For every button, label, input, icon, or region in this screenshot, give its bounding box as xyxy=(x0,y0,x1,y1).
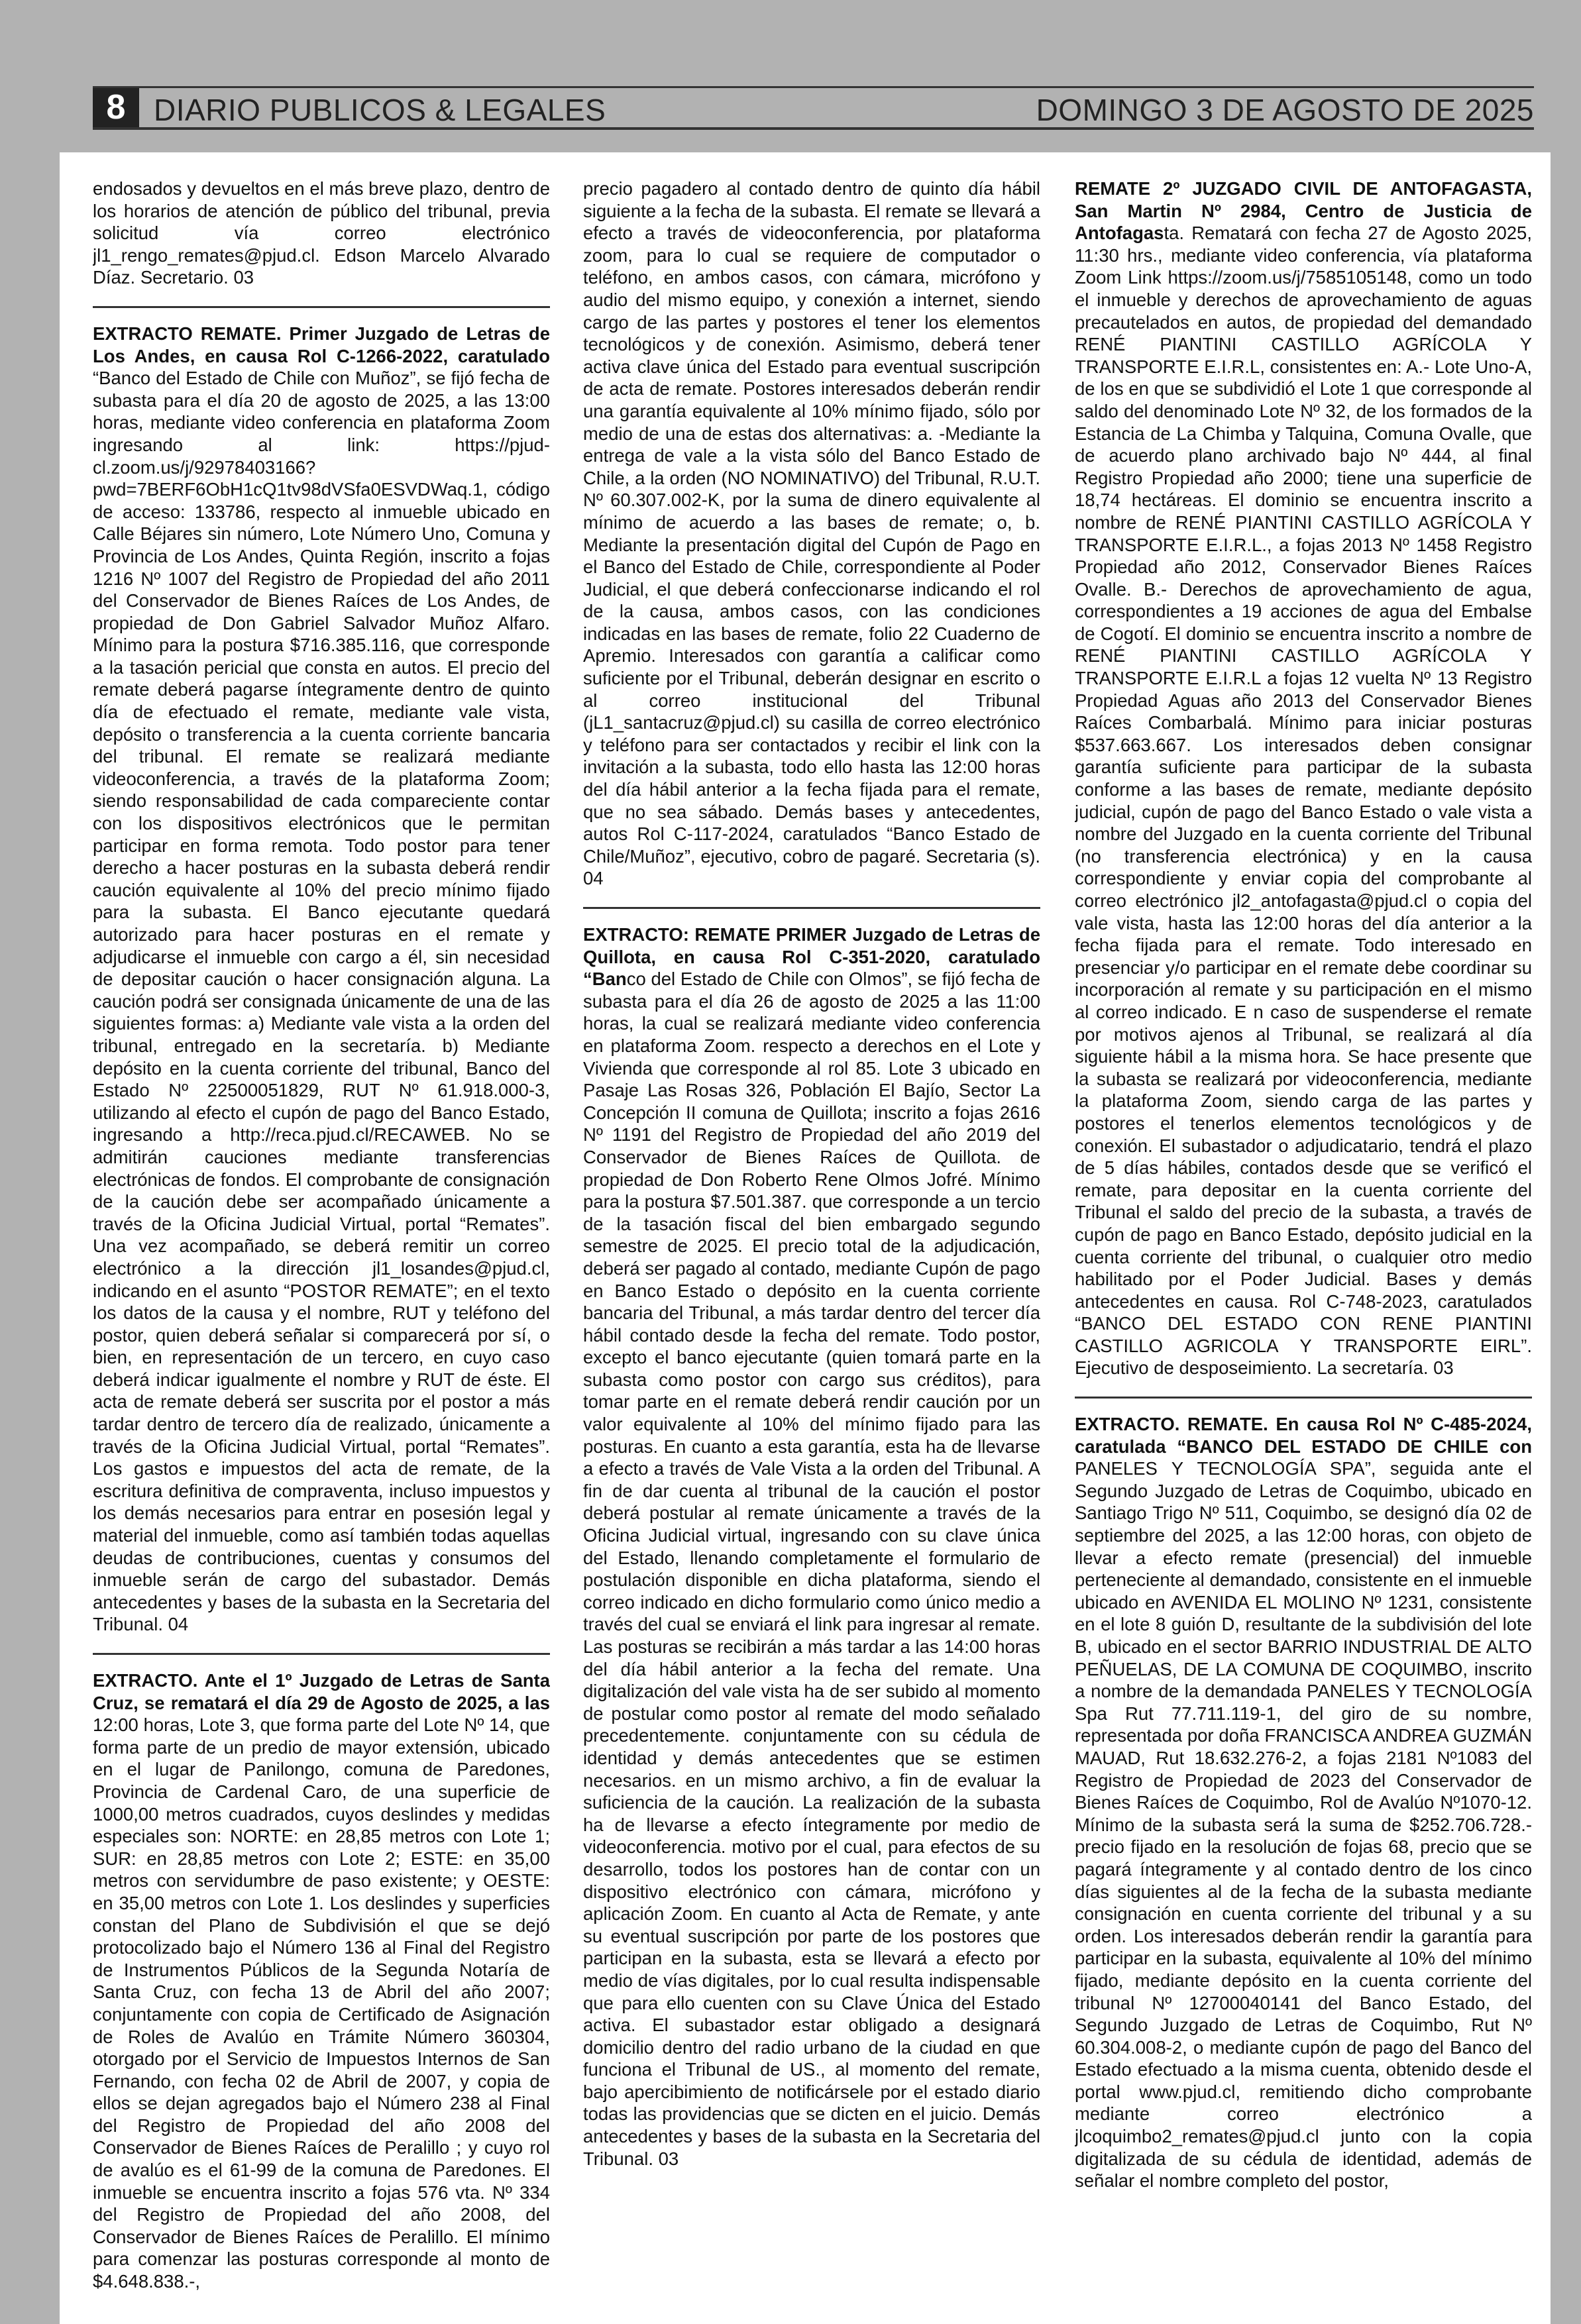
notice-separator xyxy=(583,907,1040,909)
notice-quillota xyxy=(583,924,1040,2170)
notice-separator xyxy=(1075,1397,1532,1399)
notice-continuation xyxy=(93,178,550,289)
notice-text xyxy=(1075,178,1532,1379)
notice-text xyxy=(583,924,1040,2170)
publication-title: DIARIO PUBLICOS & LEGALES xyxy=(154,93,606,127)
notice-lead: REMATE 2º JUZGADO CIVIL DE ANTOFAGASTA, San Martin Nº 2984, Centro de Justicia de Antofagas xyxy=(1075,178,1532,244)
notice-body: endosados y devueltos en el más breve plazo, dentro de los horarios de atención de público del tribunal, previa solicitud vía correo electrónico jl1_rengo_remates@pjud.cl. Edson Marcelo Alvarado Díaz. Secretario. 03 xyxy=(93,178,550,288)
notice-body: ta. Rematará con fecha 27 de Agosto 2025, 11:30 hrs., mediante video conferencia, vía plataforma Zoom Link https://zoom.us/j/7585105148, como un todo el inmueble y derechos de aprovechamiento de aguas precautelados en autos, de propiedad del demandado RENÉ PIANTINI CASTILLO AGRÍCOLA Y TRANSPORTE E.I.R.L, consistentes en: A.- Lote Uno-A, de los en que se subdividió el Lote 1 que corresponde al saldo del denominado Lote Nº 32, de los formados de la Estancia de La Chimba y Talquina, Comuna Ovalle, que de acuerdo plano archivado bajo Nº 444, al final Registro Propiedad año 2000; tiene una superficie de 18,74 hectáreas. El dominio se encuentra inscrito a nombre de RENÉ PIANTINI CASTILLO AGRÍCOLA Y TRANSPORTE E.I.R.L., a fojas 2013 Nº 1458 Registro Propiedad año 2012, Conservador Bienes Raíces Ovalle. B.- Derechos de aprovechamiento de agua, correspondientes a 19 acciones de agua del Embalse de Cogotí. El dominio se encuentra inscrito a nombre de RENÉ PIANTINI CASTILLO AGRÍCOLA Y TRANSPORTE E.I.R.L a fojas 12 vuelta Nº 13 Registro Propiedad Aguas año 2013 del Conservador Bienes Raíces Combarbalá. Mínimo para iniciar posturas $537.663.667. Los interesados deben consignar garantía suficiente para participar de la subasta conforme a las bases de remate, mediante depósito judicial, cupón de pago del Banco Estado o vale vista a nombre del Juzgado en la cuenta corriente del Tribunal (no transferencia electrónica) y en la causa correspondiente y enviar copia del comprobante al correo electrónico jl2_antofagasta@pjud.cl o copia del vale vista, hasta las 12:00 horas del día anterior a la fecha fijada para el remate. Todo interesado en presenciar y/o participar en el remate debe coordinar su incorporación al remate y su participación en el mismo al correo indicado. E n caso de suspenderse el remate por motivos ajenos al Tribunal, se realizará al día siguiente hábil a la misma hora. Se hace presente que la subasta se realizará por videoconferencia, mediante la plataforma Zoom, siendo carga de las partes y postores el tenerlos elementos tecnológicos y de conexión. El subastador o adjudicatario, tendrá el plazo de 5 días hábiles, contados desde que se verificó el remate, para depositar en la cuenta corriente del Tribunal el saldo del precio de la subasta, a través de cupón de pago en Banco Estado, depósito judicial en la cuenta corriente del tribunal, o cualquier otro medio habilitado por el Poder Judicial. Bases y demás antecedentes en causa. Rol C-748-2023, caratulados “BANCO DEL ESTADO CON RENE PIANTINI CASTILLO AGRICOLA Y TRANSPORTE EIRL”. Ejecutivo de desposeimiento. La secretaría. 03 xyxy=(1075,223,1532,1379)
notice-continuation xyxy=(583,178,1040,890)
column-3 xyxy=(1075,178,1532,2311)
notice-separator xyxy=(93,1653,550,1655)
notice-body: co del Estado de Chile con Olmos”, se fijó fecha de subasta para el día 26 de agosto de 2025 a las 11:00 horas, la cual se realizará mediante video conferencia en plataforma Zoom. respecto a derechos en el Lote y Vivienda que corresponde al rol 85. Lote 3 ubicado en Pasaje Las Rosas 326, Población El Bajío, Sector La Concepción II comuna de Quillota; inscrito a fojas 2616 Nº 1191 del Registro de Propiedad del año 2019 del Conservador de Bienes Raíces de Quillota. de propiedad de Don Roberto Rene Olmos Jofré. Mínimo para la postura $7.501.387. que corresponde a un tercio de la tasación fiscal del bien embargado segundo semestre de 2025. El precio total de la adjudicación, deberá ser pagado al contado, mediante Cupón de pago en Banco Estado o depósito en la cuenta corriente bancaria del Tribunal, a más tardar dentro del tercer día hábil contado desde la fecha del remate. Todo postor, excepto el banco ejecutante (quien tomará parte en la subasta como postor con cargo sus créditos), para tomar parte en el remate deberá rendir caución por un valor equivalente al 10% del mínimo fijado para las posturas. En cuanto a esta garantía, esta ha de llevarse a efecto a través de Vale Vista a la orden del Tribunal. A fin de dar cuenta al tribunal de la caución el postor deberá postular al remate únicamente a través de la Oficina Judicial virtual, ingresando con su clave única del Estado, llenando completamente el formulario de postulación disponible en dicha plataforma, siendo el correo indicado en dicho formulario como único medio a través del cual se enviará el link para ingresar al remate. Las posturas se recibirán a más tardar a las 14:00 horas del día hábil anterior a la fecha del remate. Una digitalización del vale vista ha de ser subido al momento de postular como postor al remate del modo señalado precedentemente. conjuntamente con su cédula de identidad y demás antecedentes que se estimen necesarios. en un mismo archivo, a fin de evaluar la suficiencia de la caución. La realización de la subasta ha de llevarse a efecto íntegramente por medio de videoconferencia. motivo por el cual, para efectos de su desarrollo, todos los postores han de contar con un dispositivo electrónico con cámara, micrófono y aplicación Zoom. En cuanto al Acta de Remate, y ante su eventual suscripción por parte de los postores que participan en la subasta, esta se llevará a efecto por medio de vías digitales, por lo cual resulta indispensable que para ello cuenten con su Clave Única del Estado activa. El subastador estar obligado a designará domicilio dentro del radio urbano de la ciudad en que funciona el Tribunal de US., al momento del remate, bajo apercibimiento de notificársele por el estado diario todas las providencias que se dicten en el juicio. Demás antecedentes y bases de la subasta en la Secretaria del Tribunal. 03 xyxy=(583,969,1040,2169)
notice-text xyxy=(583,178,1040,890)
notice-coquimbo xyxy=(1075,1413,1532,2192)
notice-santa-cruz xyxy=(93,1669,550,2293)
notice-los-andes xyxy=(93,323,550,1636)
publication-date: DOMINGO 3 DE AGOSTO DE 2025 xyxy=(1036,93,1534,127)
header-rule-top xyxy=(93,86,1534,88)
notice-body: “Banco del Estado de Chile con Muñoz”, se fijó fecha de subasta para el día 20 de agosto de 2025, a las 13:00 horas, mediante video conferencia en plataforma Zoom ingresando al link: https://pjud-cl.zoom.us/j/92978403166?pwd=7BERF6ObH1cQ1tv98dVSfa0ESVDWaq.1, código de acceso: 133786, respecto al inmueble ubicado en Calle Béjares sin número, Lote Número Uno, Comuna y Provincia de Los Andes, Quinta Región, inscrito a fojas 1216 Nº 1007 del Registro de Propiedad del año 2011 del Conservador de Bienes Raíces de Los Andes, de propiedad de Don Gabriel Salvador Muñoz Alfaro. Mínimo para la postura $716.385.116, que corresponde a la tasación pericial que consta en autos. El precio del remate deberá pagarse íntegramente dentro de quinto día de efectuado el remate, mediante vale vista, depósito o transferencia a la cuenta corriente bancaria del tribunal. El remate se realizará mediante videoconferencia, a través de la plataforma Zoom; siendo responsabilidad de cada compareciente contar con los dispositivos electrónicos que le permitan participar en forma remota. Todo postor para tener derecho a hacer posturas en la subasta deberá rendir caución equivalente al 10% del precio mínimo fijado para la subasta. El Banco ejecutante quedará autorizado para hacer posturas en el remate y adjudicarse el inmueble con cargo a él, sin necesidad de depositar caución o hacer consignación alguna. La caución podrá ser consignada únicamente de una de las siguientes formas: a) Mediante vale vista a la orden del tribunal, entregado en la secretaría. b) Mediante depósito en la cuenta corriente del tribunal, Banco del Estado Nº 22500051829, RUT Nº 61.918.000-3, utilizando al efecto el cupón de pago del Banco Estado, ingresando a http://reca.pjud.cl/RECAWEB. No se admitirán cauciones mediante transferencias electrónicas de fondos. El comprobante de consignación de la caución debe ser acompañado únicamente a través de la Oficina Judicial Virtual, portal “Remates”. Una vez acompañado, se deberá remitir un correo electrónico a la dirección jl1_losandes@pjud.cl, indicando en el asunto “POSTOR REMATE”; en el texto los datos de la causa y el nombre, RUT y teléfono del postor, quien deberá señalar si comparecerá por sí, o bien, en representación de un tercero, en cuyo caso deberá indicar igualmente el nombre y RUT de éste. El acta de remate deberá ser suscrita por el postor a más tardar dentro de tercero día de realizado, únicamente a través de la Oficina Judicial Virtual, portal “Remates”. Los gastos e impuestos del acta de remate, de la escritura definitiva de compraventa, incluso impuestos y los demás necesarios para entrar en posesión legal y material del inmueble, como así también todas aquellas deudas de contribuciones, cuentas y consumos del inmueble serán de cargo del subastador. Demás antecedentes y bases de la subasta en la Secretaria del Tribunal. 04 xyxy=(93,368,550,1635)
notice-lead: EXTRACTO REMATE. Primer Juzgado de Letras de Los Andes, en causa Rol C-1266-2022, caratulado xyxy=(93,323,550,366)
notice-text xyxy=(93,323,550,1636)
notice-separator xyxy=(93,306,550,308)
notice-antofagasta xyxy=(1075,178,1532,1379)
page-header xyxy=(93,86,1534,130)
notice-text xyxy=(1075,1413,1532,2192)
column-2 xyxy=(583,178,1040,2311)
notice-text xyxy=(93,1669,550,2293)
notice-body: precio pagadero al contado dentro de quinto día hábil siguiente a la fecha de la subasta. El remate se llevará a efecto a través de videoconferencia, por plataforma zoom, para lo cual se requiere de computador o teléfono, en ambos casos, con cámara, micrófono y audio del mismo equipo, y conexión a internet, siendo cargo de las partes y postores el tener los elementos tecnológicos y de conexión. Asimismo, deberá tener activa clave única del Estado para eventual suscripción de acta de remate. Postores interesados deberán rendir una garantía equivalente al 10% mínimo fijado, sólo por medio de una de estas dos alternativas: a. -Mediante la entrega de vale a la vista sólo del Banco Estado de Chile, a la orden (NO NOMINATIVO) del Tribunal, R.U.T. Nº 60.307.002-K, por la suma de dinero equivalente al mínimo de acuerdo a las bases de remate; o, b. Mediante la presentación digital del Cupón de Pago en el Banco del Estado de Chile, correspondiente al Poder Judicial, el que deberá confeccionarse indicando el rol de la causa, ambos casos, con las condiciones indicadas en las bases de remate, folio 22 Cuaderno de Apremio. Interesados con garantía a calificar como suficiente por el Tribunal, deberán designar en escrito o al correo institucional del Tribunal (jL1_santacruz@pjud.cl) su casilla de correo electrónico y teléfono para ser contactados y recibir el link con la invitación a la subasta, todo ello hasta las 12:00 horas del día hábil anterior a la fecha fijada para el remate, que no sea sábado. Demás bases y antecedentes, autos Rol C-117-2024, caratulados “Banco Estado de Chile/Muñoz”, ejecutivo, cobro de pagaré. Secretaria (s). 04 xyxy=(583,178,1040,889)
notice-body: PANELES Y TECNOLOGÍA SPA”, seguida ante el Segundo Juzgado de Letras de Coquimbo, ubicado en Santiago Trigo Nº 511, Coquimbo, se designó día 02 de septiembre del 2025, a las 12:00 horas, con objeto de llevar a efecto remate (presencial) del inmueble perteneciente al demandado, consistente en el inmueble ubicado en AVENIDA EL MOLINO Nº 1231, consistente en el lote 8 guión D, resultante de la subdivisión del lote B, ubicado en el sector BARRIO INDUSTRIAL DE ALTO PEÑUELAS, DE LA COMUNA DE COQUIMBO, inscrito a nombre de la demandada PANELES Y TECNOLOGÍA Spa Rut 77.711.119-1, del giro de su nombre, representada por doña FRANCISCA ANDREA GUZMÁN MAUAD, Rut 18.632.276-2, a fojas 2181 Nº1083 del Registro de Propiedad de 2023 del Conservador de Bienes Raíces de Coquimbo, Rol de Avalúo Nº1070-12. Mínimo de la subasta será la suma de $252.706.728.- precio fijado en la resolución de fojas 68, precio que se pagará íntegramente y al contado dentro de los cinco días siguientes al de la fecha de la subasta mediante consignación en cuenta corriente del tribunal y a su orden. Los interesados deberán rendir la garantía para participar en la subasta, equivalente al 10% del mínimo fijado, mediante depósito en la cuenta corriente del tribunal Nº 12700040141 del Banco Estado, del Segundo Juzgado de Letras de Coquimbo, Rut Nº 60.304.008-2, o mediante cupón de pago del Banco del Estado efectuado a la misma cuenta, obtenido desde el portal www.pjud.cl, remitiendo dicho comprobante mediante correo electrónico a jlcoquimbo2_remates@pjud.cl junto con la copia digitalizada de su cédula de identidad, además de señalar el nombre completo del postor, xyxy=(1075,1458,1532,2192)
notice-text xyxy=(93,178,550,289)
column-1 xyxy=(93,178,550,2311)
notice-lead: EXTRACTO. Ante el 1º Juzgado de Letras de Santa Cruz, se rematará el día 29 de Agosto de 2025, a las xyxy=(93,1670,550,1713)
header-rule-bottom xyxy=(93,127,1534,130)
notice-lead: EXTRACTO: REMATE PRIMER Juzgado de Letras de Quillota, en causa Rol C-351-2020, caratulado “Ban xyxy=(583,924,1040,990)
notice-body: 12:00 horas, Lote 3, que forma parte del Lote Nº 14, que forma parte de un predio de mayor extensión, ubicado en el lugar de Panilongo, comuna de Paredones, Provincia de Cardenal Caro, de una superficie de 1000,00 metros cuadrados, cuyos deslindes y medidas especiales son: NORTE: en 28,85 metros con Lote 1; SUR: en 28,85 metros con Lote 2; ESTE: en 35,00 metros con servidumbre de paso existente; y OESTE: en 35,00 metros con Lote 1. Los deslindes y superficies constan del Plano de Subdivisión el que se dejó protocolizado bajo el Número 136 al Final del Registro de Instrumentos Públicos de la Segunda Notaría de Santa Cruz, con fecha 13 de Abril del año 2007; conjuntamente con copia de Certificado de Asignación de Roles de Avalúo en Trámite Número 360304, otorgado por el Servicio de Impuestos Internos de San Fernando, con fecha 02 de Abril de 2007, y copia de ellos se dejan agregados bajo el Número 238 al Final del Registro de Propiedad del año 2008 del Conservador de Bienes Raíces de Peralillo ; y cuyo rol de avalúo es el 61-99 de la comuna de Paredones. El inmueble se encuentra inscrito a fojas 576 vta. Nº 334 del Registro de Propiedad del año 2008, del Conservador de Bienes Raíces de Peralillo. El mínimo para comenzar las posturas corresponde al monto de $4.648.838.-, xyxy=(93,1715,550,2292)
page-number: 8 xyxy=(93,88,139,127)
notice-lead: EXTRACTO. REMATE. En causa Rol Nº C-485-2024, caratulada “BANCO DEL ESTADO DE CHILE con xyxy=(1075,1414,1532,1457)
